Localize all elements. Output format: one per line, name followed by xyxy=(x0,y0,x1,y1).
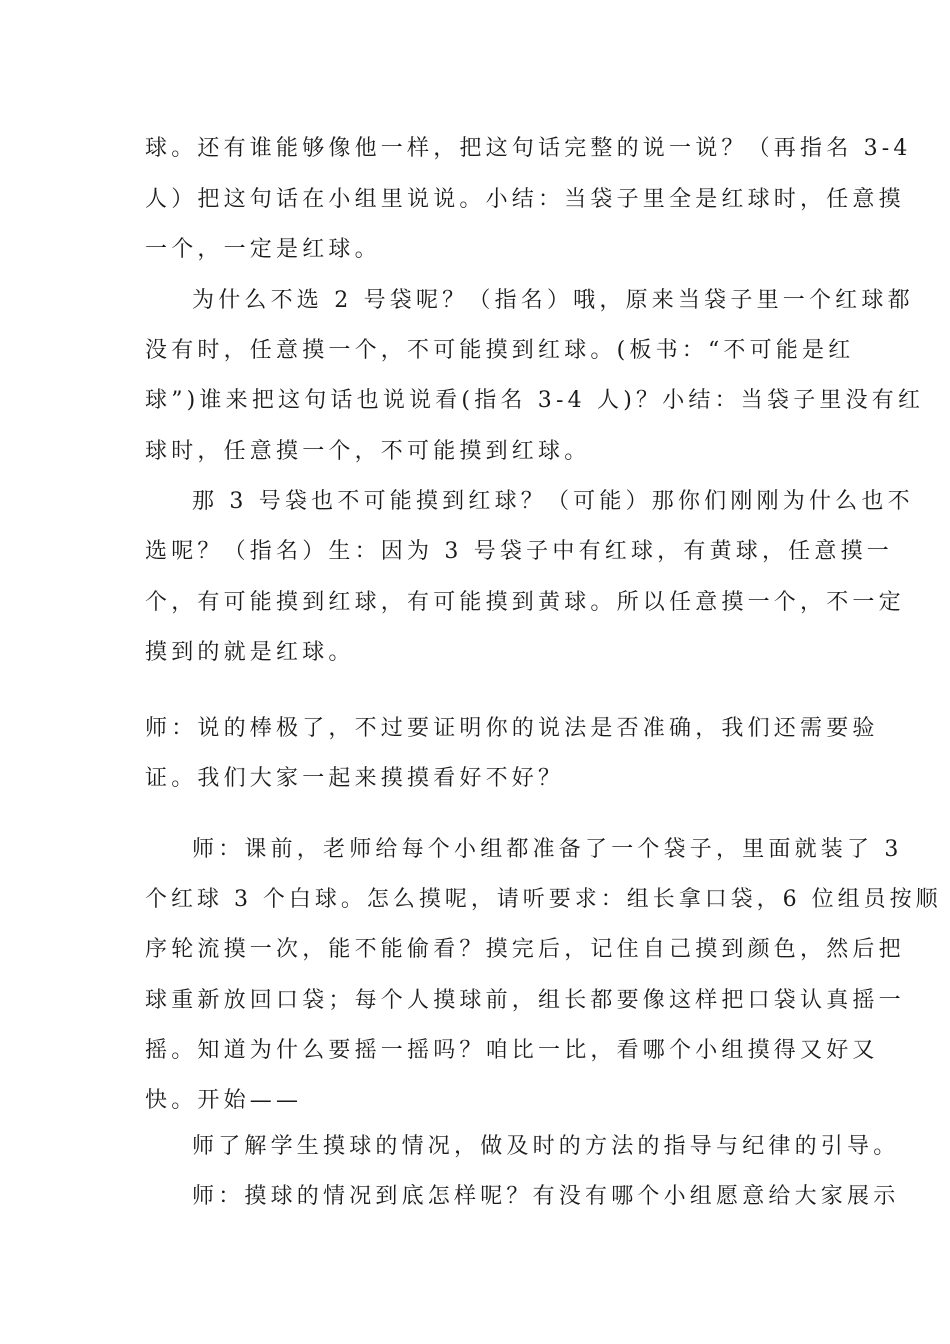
text-line: 个，有可能摸到红球，有可能摸到黄球。所以任意摸一个，不一定 xyxy=(145,590,905,615)
text-line: 没有时，任意摸一个，不可能摸到红球。(板书：“不可能是红 xyxy=(145,338,855,363)
text-line: 证。我们大家一起来摸摸看好不好？ xyxy=(145,766,565,791)
text-line: 选呢？（指名）生：因为 3 号袋子中有红球，有黄球，任意摸一 xyxy=(145,539,893,564)
text-line: 快。开始—— xyxy=(145,1088,303,1113)
text-line: 那 3 号袋也不可能摸到红球？（可能）那你们刚刚为什么也不 xyxy=(192,489,914,514)
text-line: 师：说的棒极了，不过要证明你的说法是否准确，我们还需要验 xyxy=(145,716,879,741)
text-line: 球。还有谁能够像他一样，把这句话完整的说一说？（再指名 3-4 xyxy=(145,136,912,161)
text-line: 人）把这句话在小组里说说。小结：当袋子里全是红球时，任意摸 xyxy=(145,187,905,212)
text-line: 摸到的就是红球。 xyxy=(145,640,355,665)
text-line: 个红球 3 个白球。怎么摸呢，请听要求：组长拿口袋，6 位组员按顺 xyxy=(145,887,942,912)
text-line: 球时，任意摸一个，不可能摸到红球。 xyxy=(145,439,591,464)
text-line: 师：课前，老师给每个小组都准备了一个袋子，里面就装了 3 xyxy=(192,837,903,862)
text-line: 序轮流摸一次，能不能偷看？摸完后，记住自己摸到颜色，然后把 xyxy=(145,937,905,962)
text-line: 一个，一定是红球。 xyxy=(145,237,381,262)
text-line: 球重新放回口袋；每个人摸球前，组长都要像这样把口袋认真摇一 xyxy=(145,988,905,1013)
text-line: 为什么不选 2 号袋呢？（指名）哦，原来当袋子里一个红球都 xyxy=(192,288,914,313)
text-line: 摇。知道为什么要摇一摇吗？咱比一比，看哪个小组摸得又好又 xyxy=(145,1038,879,1063)
text-line: 师了解学生摸球的情况，做及时的方法的指导与纪律的引导。 xyxy=(192,1134,900,1159)
text-line: 球”)谁来把这句话也说说看(指名 3-4 人)？小结：当袋子里没有红 xyxy=(145,388,925,413)
text-line: 师：摸球的情况到底怎样呢？有没有哪个小组愿意给大家展示 xyxy=(192,1184,900,1209)
